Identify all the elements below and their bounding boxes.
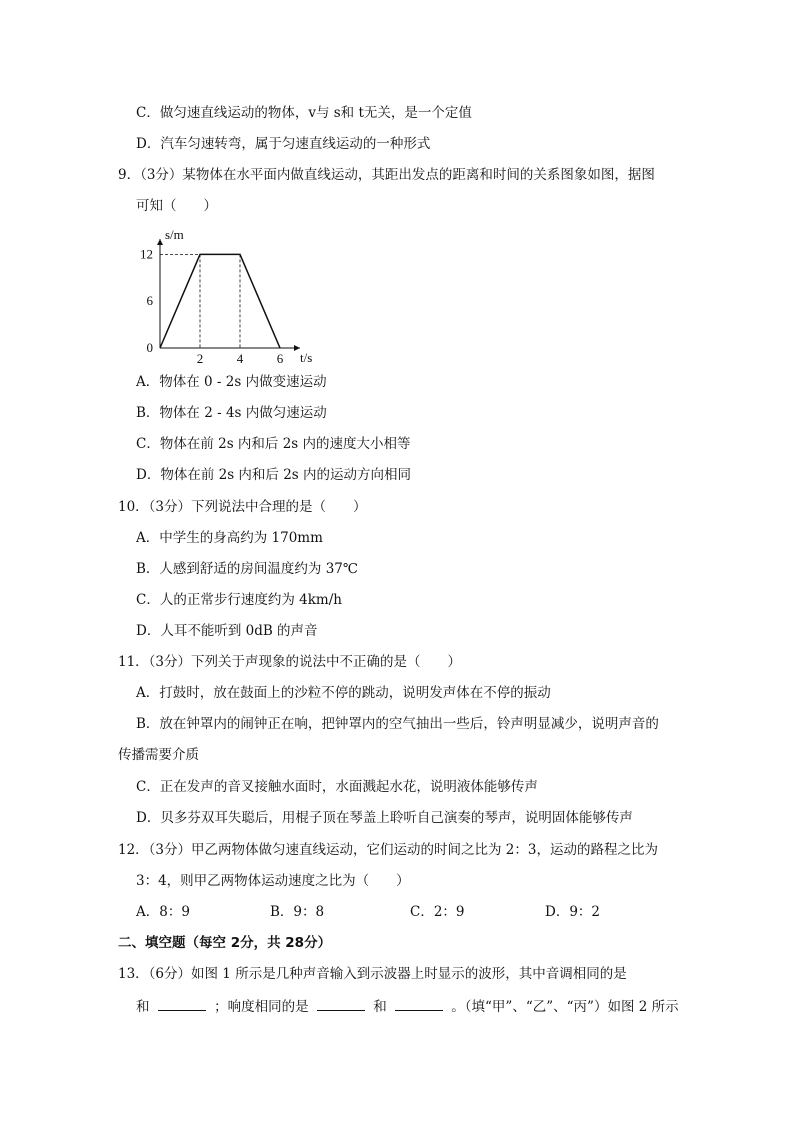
question-12-cont: 3：4，则甲乙两物体运动速度之比为（ ） — [136, 873, 410, 889]
answer-blank-2[interactable] — [317, 996, 365, 1011]
option-9b: B．物体在 2 - 4s 内做匀速运动 — [136, 405, 327, 421]
answer-blank-3[interactable] — [395, 996, 443, 1011]
option-10c: C．人的正常步行速度约为 4km/h — [136, 592, 342, 608]
distance-time-chart — [140, 225, 340, 365]
option-9a: A．物体在 0 - 2s 内做变速运动 — [136, 374, 327, 390]
option-12a: A．8：9 — [136, 904, 190, 920]
x-tick-label-2: 2 — [196, 351, 204, 365]
option-11b: B．放在钟罩内的闹钟正在响，把钟罩内的空气抽出一些后，铃声明显减少，说明声音的 — [136, 716, 659, 732]
option-9c-prev: C．做匀速直线运动的物体，v与 s和 t无关，是一个定值 — [136, 105, 472, 121]
q13-text-1: 和 — [136, 999, 150, 1015]
x-tick-label-6: 6 — [276, 351, 284, 365]
q13-text-4: 。（填“甲”、“乙”、“丙”）如图 2 所示 — [451, 999, 679, 1015]
option-11c: C．正在发声的音叉接触水面时，水面溅起水花，说明液体能够传声 — [136, 779, 538, 795]
series-line — [160, 254, 280, 348]
question-10: 10．（3分）下列说法中合理的是（ ） — [118, 499, 367, 515]
option-10b: B．人感到舒适的房间温度约为 37℃ — [136, 561, 358, 577]
y-tick-label-12: 12 — [140, 246, 153, 262]
option-12b: B．9：8 — [270, 904, 325, 920]
tick-label-origin: 0 — [146, 340, 153, 355]
question-9: 9．（3分）某物体在水平面内做直线运动，其距出发点的距离和时间的关系图象如图，据图 — [118, 167, 655, 183]
option-10a: A．中学生的身高约为 170mm — [136, 530, 323, 546]
q13-text-3: 和 — [373, 999, 387, 1015]
x-tick-label-4: 4 — [236, 351, 244, 365]
question-13: 13．（6分）如图 1 所示是几种声音输入到示波器上时显示的波形，其中音调相同的是 — [118, 966, 627, 982]
option-9c: C．物体在前 2s 内和后 2s 内的速度大小相等 — [136, 436, 411, 452]
x-axis-label: t/s — [300, 350, 313, 365]
section-heading-fill-in: 二、填空题（每空 2分，共 28分） — [118, 935, 332, 951]
option-12d: D．9：2 — [545, 904, 601, 920]
answer-blank-1[interactable] — [158, 996, 206, 1011]
question-11: 11．（3分）下列关于声现象的说法中不正确的是（ ） — [118, 654, 462, 670]
option-11d: D．贝多芬双耳失聪后，用棍子顶在琴盖上聆听自己演奏的琴声，说明固体能够传声 — [136, 810, 633, 826]
option-12c: C．2：9 — [410, 904, 465, 920]
option-10d: D．人耳不能听到 0dB 的声音 — [136, 623, 318, 639]
y-axis-label: s/m — [165, 227, 184, 242]
option-11a: A．打鼓时，放在鼓面上的沙粒不停的跳动，说明发声体在不停的振动 — [136, 685, 551, 701]
question-13-cont — [136, 996, 679, 1016]
option-9d-prev: D．汽车匀速转弯，属于匀速直线运动的一种形式 — [136, 136, 431, 152]
q13-text-2: ；响度相同的是 — [214, 999, 309, 1015]
option-9d: D．物体在前 2s 内和后 2s 内的运动方向相同 — [136, 467, 412, 483]
question-9-cont: 可知（ ） — [136, 198, 217, 214]
question-12: 12．（3分）甲乙两物体做匀速直线运动，它们运动的时间之比为 2：3，运动的路程之比为 — [118, 842, 658, 858]
option-11b-cont: 传播需要介质 — [118, 747, 199, 763]
y-tick-label-6: 6 — [146, 293, 153, 309]
